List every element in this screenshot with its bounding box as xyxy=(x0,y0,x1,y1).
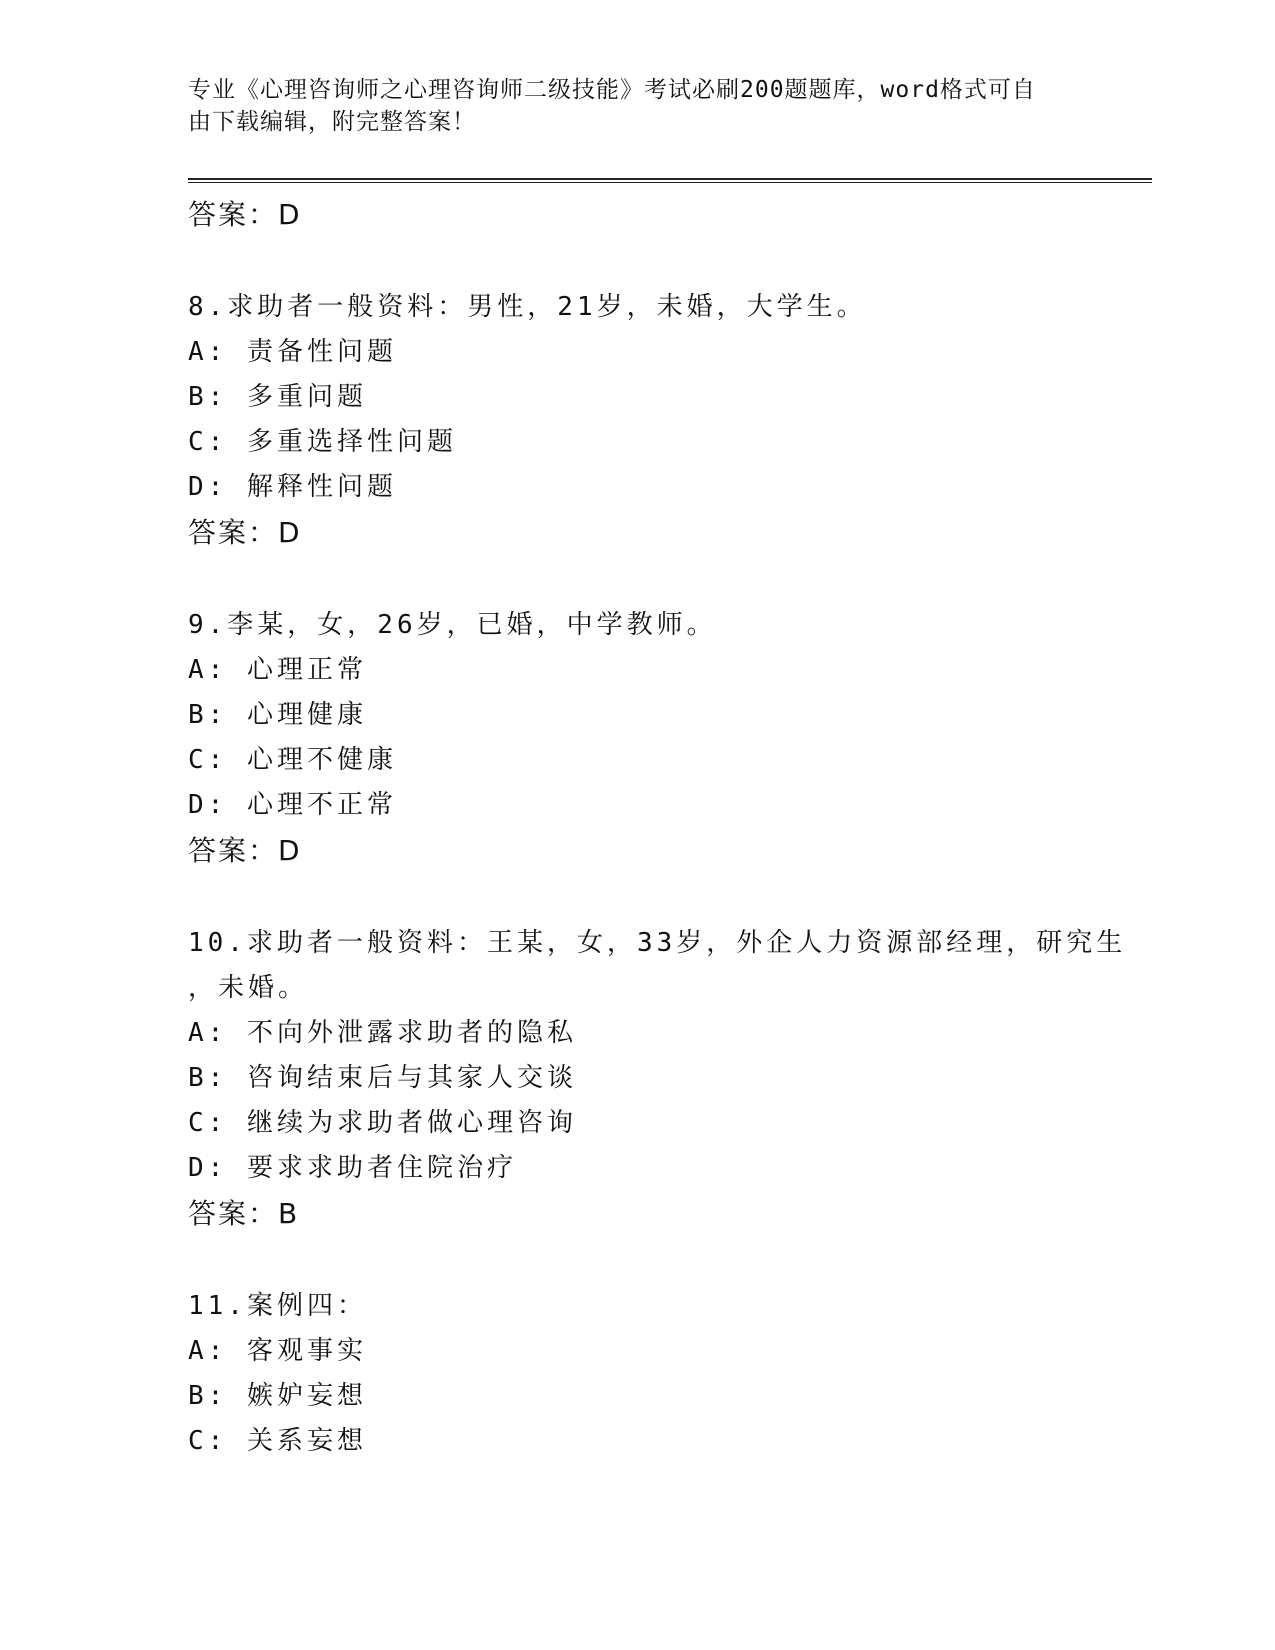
header-divider-thick xyxy=(188,178,1152,180)
question-stem-continued: ，未婚。 xyxy=(188,973,309,1003)
answer: 答案：D xyxy=(188,516,302,549)
option-d: D: 心理不正常 xyxy=(188,790,397,820)
spacer xyxy=(188,1236,1108,1284)
option-b: B: 多重问题 xyxy=(188,382,367,412)
question-list xyxy=(188,192,1127,1464)
question-11 xyxy=(188,1284,1108,1464)
header-line-1: 专业《心理咨询师之心理咨询师二级技能》考试必刷200题题库，word格式可自 xyxy=(188,77,1036,103)
option-c: C: 多重选择性问题 xyxy=(188,427,457,457)
question-10 xyxy=(188,921,1127,1236)
question-9 xyxy=(188,603,1108,873)
option-b: B: 嫉妒妄想 xyxy=(188,1381,367,1411)
option-c: C: 关系妄想 xyxy=(188,1426,367,1456)
option-b: B: 咨询结束后与其家人交谈 xyxy=(188,1063,577,1093)
header-line-2: 由下载编辑，附完整答案！ xyxy=(188,109,476,135)
question-8 xyxy=(188,285,1108,555)
question-stem: 11.案例四： xyxy=(188,1291,367,1321)
option-c: C: 继续为求助者做心理咨询 xyxy=(188,1108,577,1138)
spacer xyxy=(188,237,1108,285)
option-b: B: 心理健康 xyxy=(188,700,367,730)
option-d: D: 解释性问题 xyxy=(188,472,397,502)
question-stem: 10.求助者一般资料：王某，女，33岁，外企人力资源部经理，研究生 xyxy=(188,928,1127,958)
option-c: C: 心理不健康 xyxy=(188,745,397,775)
document-header xyxy=(188,74,1068,138)
option-a: A: 心理正常 xyxy=(188,655,367,685)
header-divider-thin xyxy=(188,182,1152,183)
option-a: A: 不向外泄露求助者的隐私 xyxy=(188,1018,577,1048)
option-a: A: 责备性问题 xyxy=(188,337,397,367)
answer: 答案：B xyxy=(188,1197,300,1230)
answer: 答案：D xyxy=(188,834,302,867)
spacer xyxy=(188,873,1108,921)
option-a: A: 客观事实 xyxy=(188,1336,367,1366)
question-stem: 9.李某，女，26岁，已婚，中学教师。 xyxy=(188,610,717,640)
previous-answer: 答案：D xyxy=(188,198,302,231)
spacer xyxy=(188,555,1108,603)
option-d: D: 要求求助者住院治疗 xyxy=(188,1153,517,1183)
question-stem: 8.求助者一般资料：男性，21岁，未婚，大学生。 xyxy=(188,292,867,322)
